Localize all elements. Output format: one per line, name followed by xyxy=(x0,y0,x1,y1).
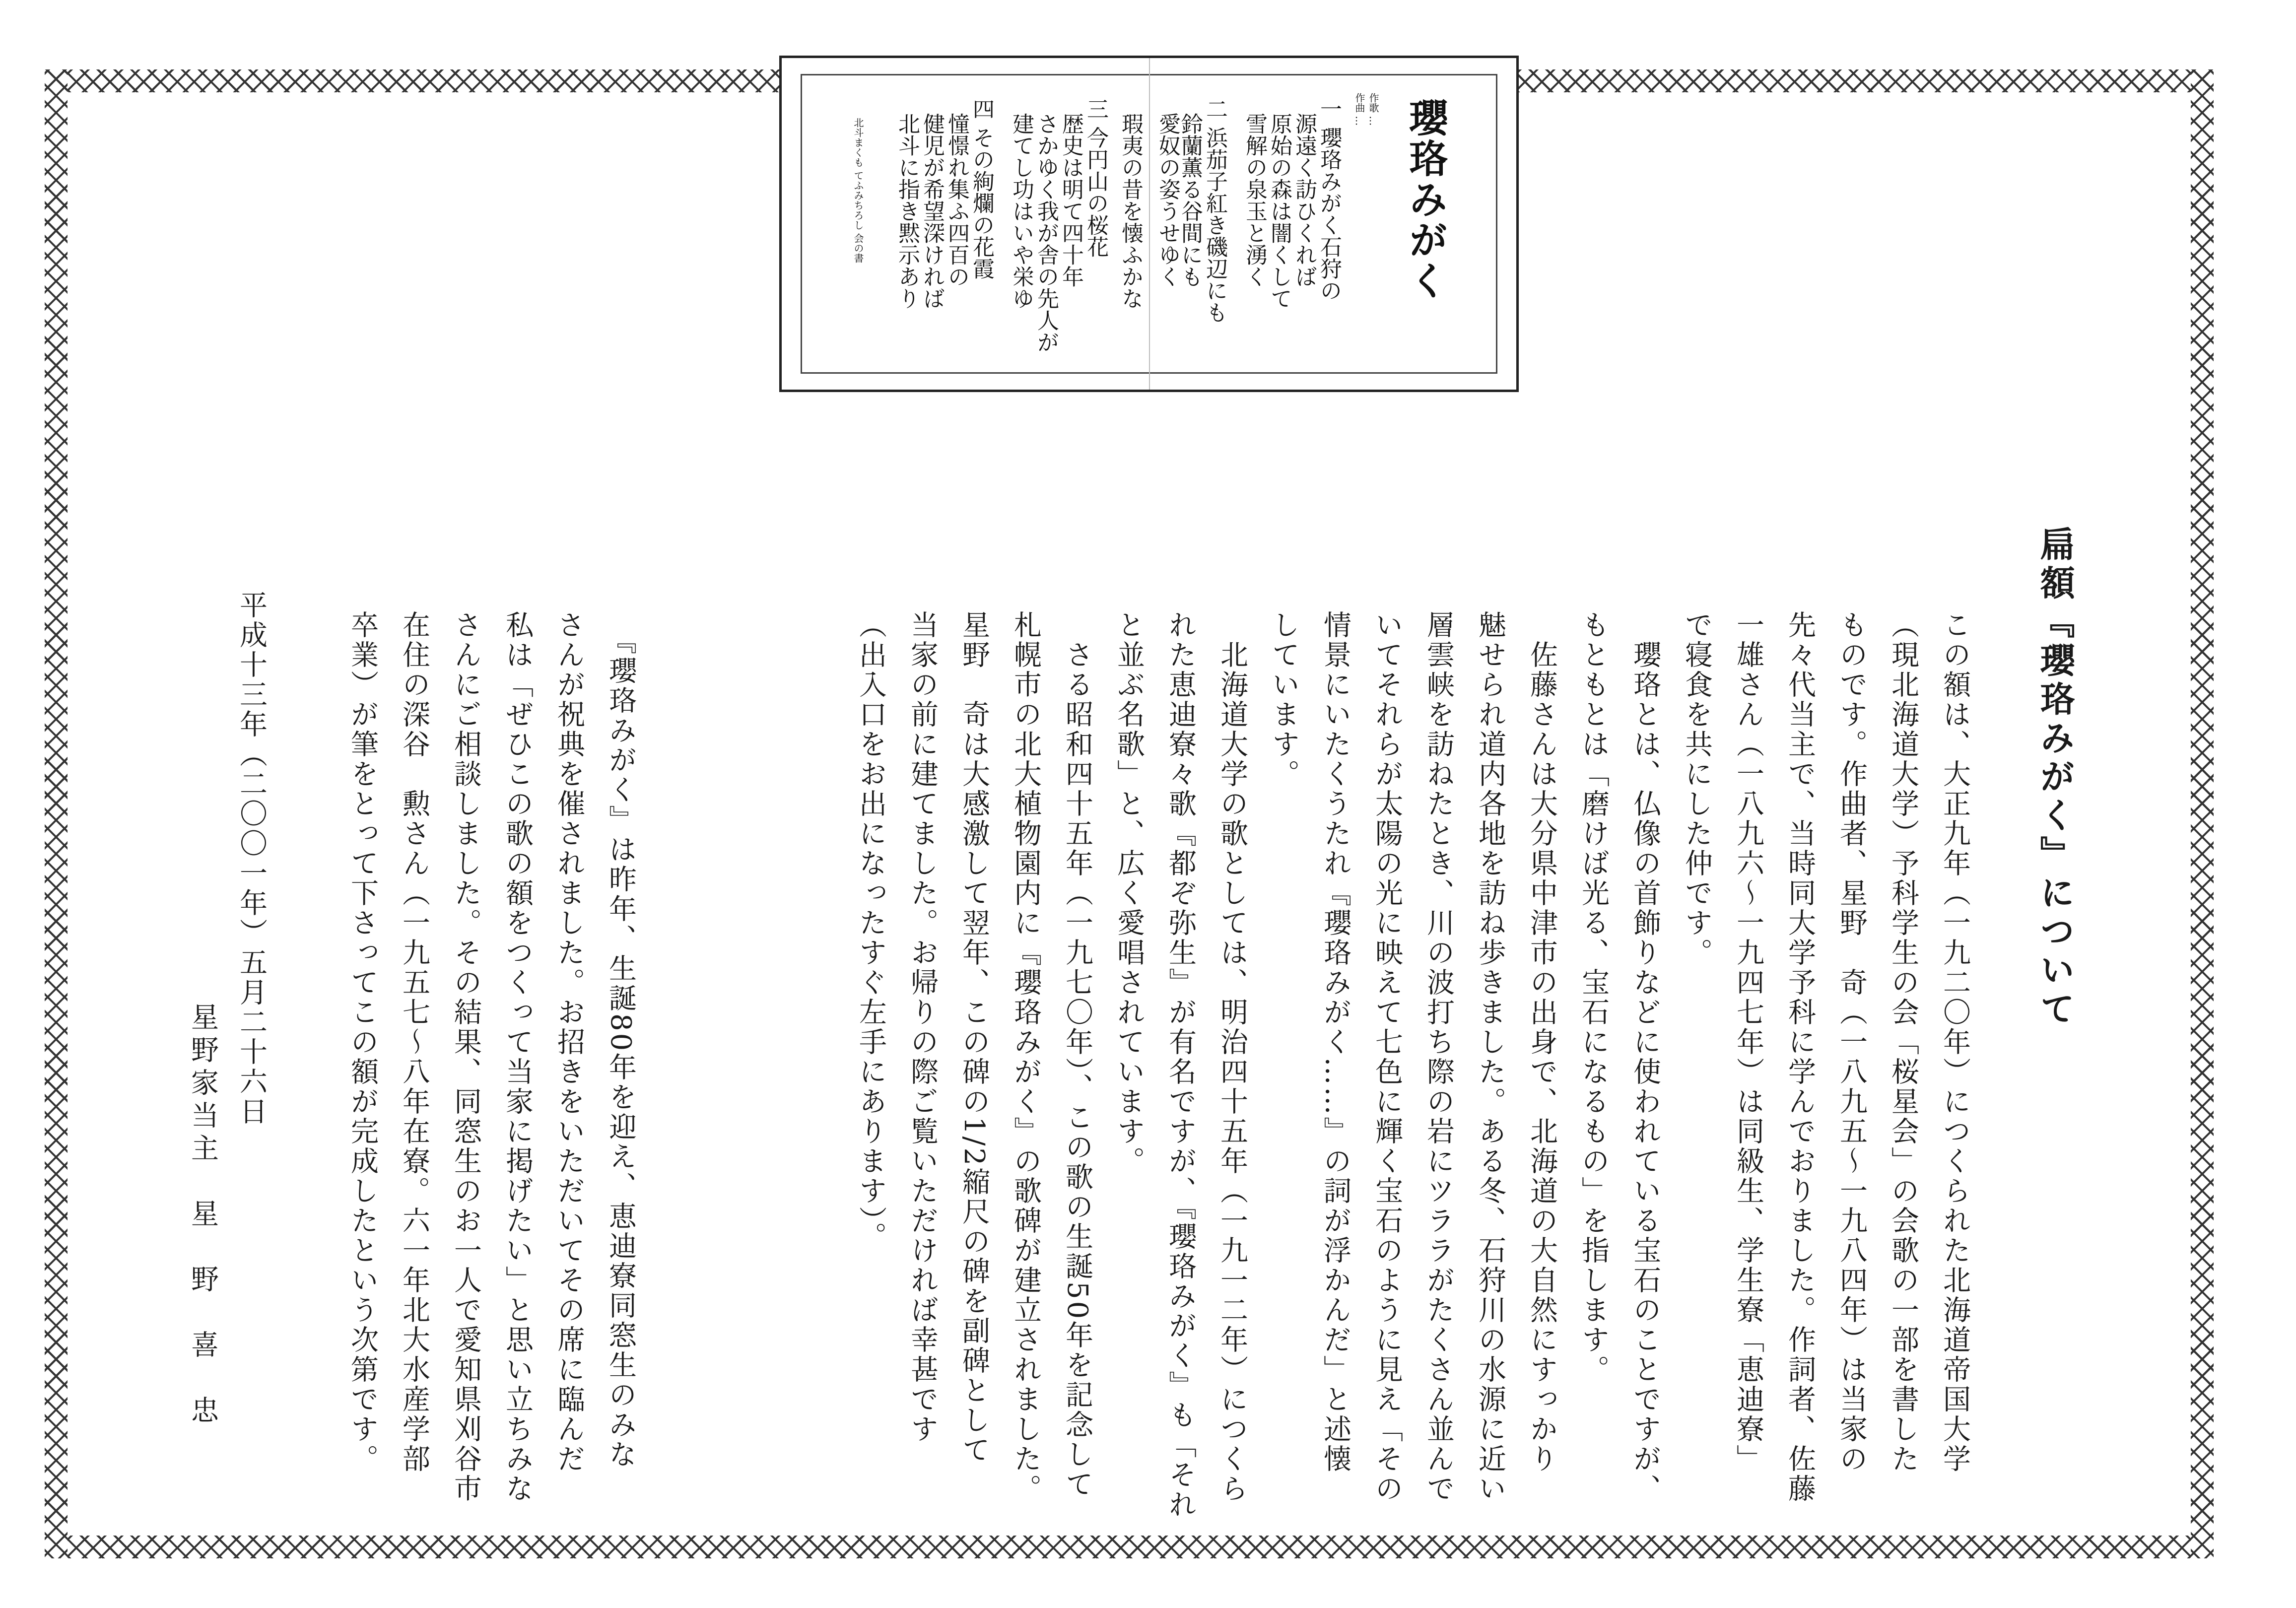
text-column: さる昭和四十五年（一九七〇年）、この歌の生誕50年を記念して xyxy=(1061,610,1093,1500)
text-column: と並ぶ名歌」と、広く愛唱されています。 xyxy=(1113,610,1145,1176)
text-column: 札幌市の北大植物園内に『瓔珞みがく』の歌碑が建立されました。 xyxy=(1010,610,1042,1504)
calligraphy-verse-line: 原始の森は闇くして xyxy=(1267,113,1292,309)
text-column: 星野 奇は大感激して翌年、この碑の1/2縮尺の碑を副碑として xyxy=(958,610,990,1466)
calligraphy-verse-line: 四 その絢爛の花霞 xyxy=(969,98,994,279)
calligraphy-verse-line: 北斗に指き黙示あり xyxy=(894,113,920,309)
text-column: 一雄さん（一八九六～一九四七年）は同級生、学生寮「恵迪寮」 xyxy=(1732,610,1764,1474)
calligraphy-note: 北斗まくも てふみちろし 会の書 xyxy=(852,118,864,263)
text-column: さんにご相談しました。その結果、同窓生のお一人で愛知県刈谷市 xyxy=(450,610,482,1504)
text-column: 卒業）が筆をとって下さってこの額が完成したという次第です。 xyxy=(346,610,379,1474)
text-column: 私は「ぜひこの歌の額をつくって当家に掲げたい」と思い立ちみな xyxy=(501,610,534,1504)
text-column: 先々代当主で、当時同大学予科に学んでおりました。作詞者、佐藤 xyxy=(1784,610,1816,1504)
calligraphy-verse-line: 雪解の泉玉と湧く xyxy=(1242,113,1267,287)
calligraphy-credit: 作曲 … xyxy=(1353,93,1365,126)
text-column: 情景にいたくうたれ『瓔珞みがく……』の詞が浮かんだ」と述懐 xyxy=(1319,610,1351,1474)
calligraphy-verse-line: 鈴蘭薫る谷間にも xyxy=(1177,113,1203,287)
text-column: 当家の前に建てました。お帰りの際ご覧いただければ幸甚です xyxy=(906,610,939,1444)
calligraphy-credit: 作歌 … xyxy=(1367,93,1379,126)
decorative-border-right xyxy=(2191,69,2214,1558)
text-column: 魅せられ道内各地を訪ね歩きました。ある冬、石狩川の水源に近い xyxy=(1474,610,1506,1504)
text-column: ものです。作曲者、星野 奇（一八九五～一九八四年）は当家の xyxy=(1835,610,1868,1474)
text-column: いてそれらが太陽の光に映えて七色に輝く宝石のように見え「その xyxy=(1371,610,1403,1504)
text-column: れた恵迪寮々歌『都ぞ弥生』が有名ですが、『瓔珞みがく』も「それ xyxy=(1164,610,1197,1520)
paper-fold-line xyxy=(1149,58,1150,390)
calligraphy-verse-line: 建てし功はいや栄ゆ xyxy=(1009,113,1034,309)
text-column: 『瓔珞みがく』は昨年、生誕80年を迎え、恵迪寮同窓生のみな xyxy=(605,610,637,1470)
decorative-border-left xyxy=(45,69,68,1558)
calligraphy-verse-line: 二 浜茄子紅き磯辺にも xyxy=(1202,98,1227,323)
decorative-border-bottom xyxy=(45,1536,2214,1558)
text-column: さんが祝典を催されました。お招きをいただいてその席に臨んだ xyxy=(553,610,585,1474)
calligraphy-verse-line: 健児が希望深ければ xyxy=(919,113,945,309)
calligraphy-title: 瓔珞みがく xyxy=(1403,98,1448,301)
text-column: この額は、大正九年（一九二〇年）につくられた北海道帝国大学 xyxy=(1939,610,1971,1474)
calligraphy-verse-line: 愛奴の姿うせゆく xyxy=(1155,113,1180,287)
calligraphy-verse-line: 一 瓔珞みがく石狩の xyxy=(1316,98,1342,301)
text-column: 在住の深谷 勲さん（一九五七～八年在寮。六一年北大水産学部 xyxy=(398,610,430,1474)
document-signature: 星野家当主 星 野 喜 忠 xyxy=(187,1003,219,1428)
text-column: しています。 xyxy=(1268,610,1300,789)
calligraphy-verse-line: 憧憬れ集ふ四百の xyxy=(944,113,969,287)
calligraphy-verse-line: 三 今円山の桜花 xyxy=(1083,98,1108,258)
text-column: 瓔珞とは、仏像の首飾りなどに使われている宝石のことですが、 xyxy=(1629,610,1661,1504)
text-column: で寝食を共にした仲です。 xyxy=(1681,610,1713,968)
text-column: （現北海道大学）予科学生の会「桜星会」の会歌の一部を書した xyxy=(1887,610,1919,1474)
calligraphy-verse-line: 源遠く訪ひくれば xyxy=(1291,113,1317,287)
document-title: 扁額『瓔珞みがく』について xyxy=(2034,526,2076,1029)
text-column: 佐藤さんは大分県中津市の出身で、北海道の大自然にすっかり xyxy=(1526,610,1558,1474)
text-column: 北海道大学の歌としては、明治四十五年（一九一二年）につくら xyxy=(1216,610,1248,1504)
document-date: 平成十三年（二〇〇一年）五月二十六日 xyxy=(235,591,268,1127)
calligraphy-verse-line: さかゆく我が舎の先人が xyxy=(1033,113,1059,353)
calligraphy-verse-line: 歴史は明て四十年 xyxy=(1058,113,1083,287)
calligraphy-verse-line: 瑕夷の昔を懐ふかな xyxy=(1118,113,1143,309)
text-column: 層雲峡を訪ねたとき、川の波打ち際の岩にツララがたくさん並んで xyxy=(1422,610,1455,1504)
text-column: もともとは「磨けば光る、宝石になるもの」を指します。 xyxy=(1577,610,1610,1385)
text-column: （出入口をお出になったすぐ左手にあります）。 xyxy=(855,610,887,1252)
calligraphy-frame xyxy=(779,56,1519,392)
